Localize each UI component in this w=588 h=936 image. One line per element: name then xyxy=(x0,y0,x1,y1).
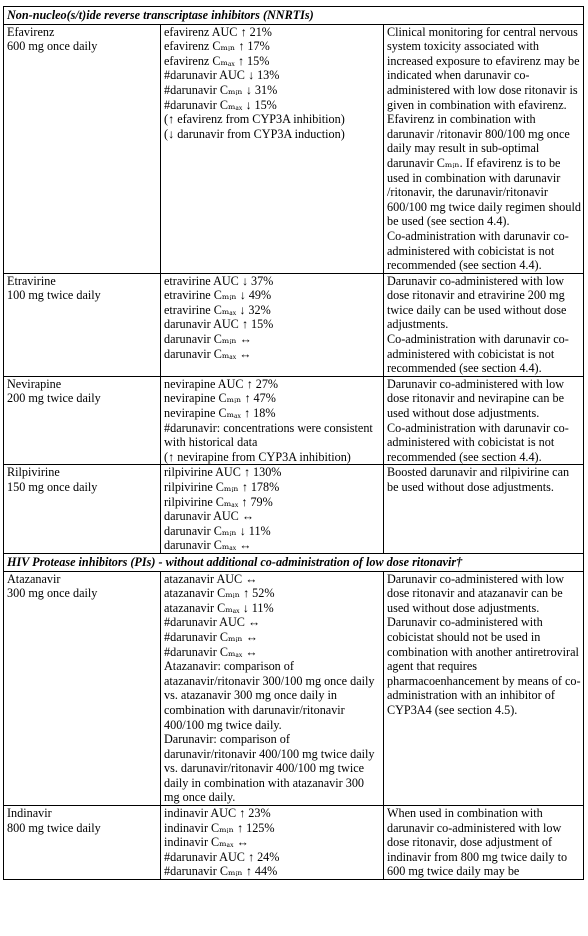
drug-dose: 300 mg once daily xyxy=(7,586,98,601)
recommendation-cell xyxy=(384,24,584,273)
drug-name: Atazanavir xyxy=(7,571,61,586)
effect-line: darunavir Cₘₐₓ ↔ xyxy=(164,346,252,361)
drug-cell xyxy=(4,571,161,806)
drug-cell xyxy=(4,376,161,465)
recommendation-text: Darunavir co-administered with low dose ritonavir and atazanavir can be used without dose adjustments. Darunavir co-administered with cobicistat should not be used in combination with another antiretroviral agent that requires pharmacoenhancement by means of co-administration with an inhibitor of CYP3A4 (see section 4.5). xyxy=(387,571,581,717)
effect-line: (↓ darunavir from CYP3A induction) xyxy=(164,126,345,141)
effect-cell xyxy=(161,24,384,273)
recommendation-text: Boosted darunavir and rilpivirine can be used without dose adjustments. xyxy=(387,465,570,494)
effect-line: #darunavir Cₘᵢₙ ↑ 44% xyxy=(164,864,278,879)
effect-line: darunavir Cₘₐₓ ↔ xyxy=(164,538,252,553)
effect-line: #darunavir AUC ↔ xyxy=(164,615,261,630)
interaction-row xyxy=(4,465,584,554)
effect-line: Darunavir: comparison of darunavir/ritonavir 400/100 mg twice daily vs. darunavir/ritonavir 400/100 mg twice daily in combination with atazanavir 300 mg once daily. xyxy=(164,732,375,805)
effect-line: darunavir AUC ↔ xyxy=(164,509,255,524)
effect-line: indinavir Cₘᵢₙ ↑ 125% xyxy=(164,820,275,835)
drug-name: Efavirenz xyxy=(7,24,55,39)
effect-line: (↑ efavirenz from CYP3A inhibition) xyxy=(164,112,345,127)
effect-cell xyxy=(161,376,384,465)
effect-line: darunavir AUC ↑ 15% xyxy=(164,317,274,332)
drug-dose: 800 mg twice daily xyxy=(7,820,101,835)
recommendation-text: Darunavir co-administered with low dose ritonavir and nevirapine can be used without dose adjustments. Co-administration with darunavir co-administered with cobicistat is not recommended (see section 4.4). xyxy=(387,376,569,464)
drug-dose: 150 mg once daily xyxy=(7,480,98,494)
effect-line: rilpivirine Cₘᵢₙ ↑ 178% xyxy=(164,480,280,494)
recommendation-cell xyxy=(384,571,584,806)
effect-line: #darunavir AUC ↑ 24% xyxy=(164,849,280,864)
interaction-row xyxy=(4,571,584,806)
effect-line: efavirenz Cₘₐₓ ↑ 15% xyxy=(164,53,270,68)
interaction-row xyxy=(4,273,584,376)
effect-line: (↑ nevirapine from CYP3A inhibition) xyxy=(164,449,351,464)
effect-line: atazanavir Cₘᵢₙ ↑ 52% xyxy=(164,586,275,601)
effect-line: efavirenz Cₘᵢₙ ↑ 17% xyxy=(164,39,270,54)
effect-line: darunavir Cₘᵢₙ ↓ 11% xyxy=(164,523,271,538)
section-header-row xyxy=(4,7,584,25)
effect-line: #darunavir Cₘₐₓ ↔ xyxy=(164,644,258,659)
recommendation-text: When used in combination with darunavir co-administered with low dose ritonavir, dose adjustment of indinavir from 800 mg twice daily to 600 mg twice daily may be xyxy=(387,806,568,879)
interaction-row xyxy=(4,376,584,465)
effect-line: etravirine Cₘₐₓ ↓ 32% xyxy=(164,302,271,317)
drug-dose: 200 mg twice daily xyxy=(7,391,101,406)
effect-cell xyxy=(161,273,384,376)
interaction-row xyxy=(4,24,584,273)
drug-name: Rilpivirine xyxy=(7,465,60,480)
drug-name: Indinavir xyxy=(7,806,52,821)
recommendation-cell xyxy=(384,465,584,554)
effect-line: #darunavir Cₘₐₓ ↓ 15% xyxy=(164,97,277,112)
section-heading: Non-nucleo(s/t)ide reverse transcriptase inhibitors (NNRTIs) xyxy=(4,7,584,25)
drug-dose: 600 mg once daily xyxy=(7,39,98,54)
effect-line: indinavir Cₘₐₓ ↔ xyxy=(164,835,249,850)
effect-line: etravirine Cₘᵢₙ ↓ 49% xyxy=(164,288,272,303)
drug-cell xyxy=(4,806,161,880)
effect-line: #darunavir: concentrations were consistent with historical data xyxy=(164,420,373,450)
effect-line: Atazanavir: comparison of atazanavir/ritonavir 300/100 mg once daily vs. atazanavir 300 mg once daily in combination with darunavir/ritonavir 400/100 mg twice daily. xyxy=(164,659,375,732)
recommendation-text: Darunavir co-administered with low dose ritonavir and etravirine 200 mg twice daily can be used without dose adjustments. Co-administration with darunavir co-administered with cobicistat is not recommended (see section 4.4). xyxy=(387,273,569,376)
effect-line: #darunavir AUC ↓ 13% xyxy=(164,68,280,83)
effect-line: rilpivirine AUC ↑ 130% xyxy=(164,465,282,480)
drug-name: Nevirapine xyxy=(7,376,62,391)
effect-line: atazanavir AUC ↔ xyxy=(164,571,258,586)
effect-line: darunavir Cₘᵢₙ ↔ xyxy=(164,332,252,347)
drug-cell xyxy=(4,273,161,376)
effect-line: rilpivirine Cₘₐₓ ↑ 79% xyxy=(164,494,273,509)
drug-cell xyxy=(4,24,161,273)
effect-line: indinavir AUC ↑ 23% xyxy=(164,806,271,821)
drug-dose: 100 mg twice daily xyxy=(7,288,101,303)
effect-line: nevirapine Cₘᵢₙ ↑ 47% xyxy=(164,391,276,406)
effect-line: #darunavir Cₘᵢₙ ↓ 31% xyxy=(164,82,278,97)
effect-line: efavirenz AUC ↑ 21% xyxy=(164,24,272,39)
interaction-row xyxy=(4,806,584,880)
interactions-table xyxy=(3,6,584,880)
interactions-table-body xyxy=(4,7,584,880)
effect-line: nevirapine Cₘₐₓ ↑ 18% xyxy=(164,406,276,421)
effect-line: etravirine AUC ↓ 37% xyxy=(164,273,274,288)
effect-cell xyxy=(161,571,384,806)
recommendation-cell xyxy=(384,806,584,880)
effect-line: #darunavir Cₘᵢₙ ↔ xyxy=(164,629,258,644)
recommendation-cell xyxy=(384,376,584,465)
effect-line: nevirapine AUC ↑ 27% xyxy=(164,376,279,391)
section-header-row xyxy=(4,553,584,571)
effect-cell xyxy=(161,465,384,554)
recommendation-text: Clinical monitoring for central nervous system toxicity associated with increased exposure to efavirenz may be indicated when darunavir co-administered with low dose ritonavir is given in combination with efavirenz. Efavirenz in combination with darunavir /ritonavir 800/100 mg once daily may result in sub-optimal darunavir Cₘᵢₙ. If efavirenz is to be used in combination with darunavir /ritonavir, the darunavir/ritonavir 600/100 mg twice daily regimen should be used (see section 4.4). Co-administration with darunavir co-administered with cobicistat is not recommended (see section 4.4). xyxy=(387,24,581,273)
drug-cell xyxy=(4,465,161,554)
effect-cell xyxy=(161,806,384,880)
section-heading: HIV Protease inhibitors (PIs) - without additional co-administration of low dose ritonavir† xyxy=(4,553,584,571)
drug-name: Etravirine xyxy=(7,273,56,288)
recommendation-cell xyxy=(384,273,584,376)
effect-line: atazanavir Cₘₐₓ ↓ 11% xyxy=(164,600,274,615)
